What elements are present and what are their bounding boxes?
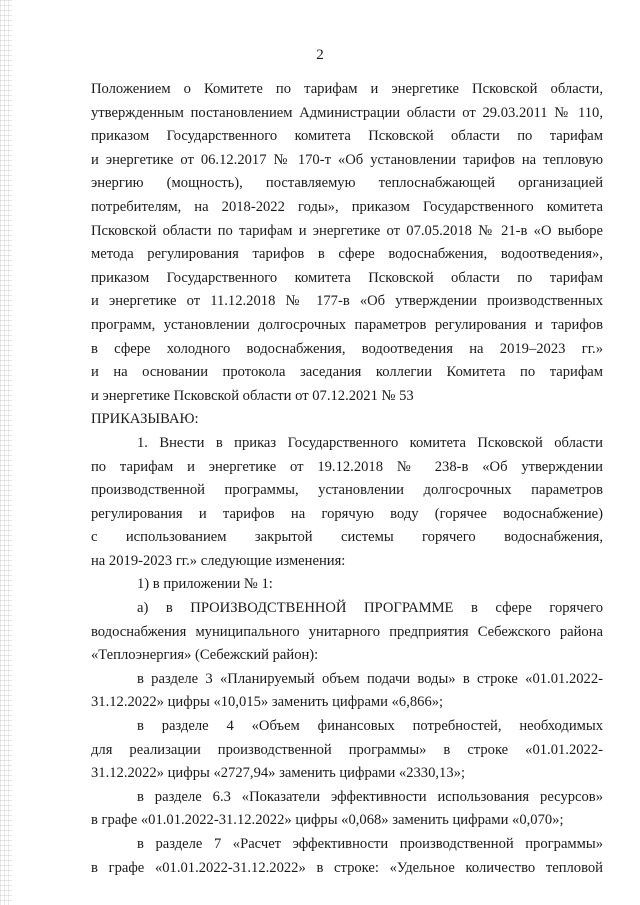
document-line: «Теплоэнергия» (Себежский район): (91, 647, 319, 664)
document-line: на 2019-2023 гг.» следующие изменения: (91, 552, 346, 569)
document-line: приказом Государственного комитета Псковской области по тарифам (91, 269, 603, 286)
document-line: в разделе 6.3 «Показатели эффективности использования ресурсов» (137, 788, 603, 805)
document-line: потребителям, на 2018-2022 годы», приказом Государственного комитета (91, 198, 603, 215)
document-line: программ, установлении долгосрочных параметров регулирования и тарифов (91, 316, 603, 333)
document-line: и энергетике от 11.12.2018 № 177-в «Об утверждении производственных (91, 293, 603, 310)
document-line: и на основании протокола заседания коллегии Комитета по тарифам (91, 364, 603, 381)
document-line: для реализации производственной программы» в строке «01.01.2022- (91, 741, 603, 758)
document-line: и энергетике от 06.12.2017 № 170-т «Об установлении тарифов на тепловую (91, 151, 603, 168)
document-line: 31.12.2022» цифры «10,015» заменить цифрами «6,866»; (91, 694, 444, 711)
document-body (91, 78, 603, 880)
document-line: в разделе 4 «Объем финансовых потребностей, необходимых (137, 718, 603, 735)
document-line: в разделе 3 «Планируемый объем подачи воды» в строке «01.01.2022- (137, 670, 603, 687)
document-line: 1) в приложении № 1: (137, 576, 273, 593)
document-line: 1. Внести в приказ Государственного комитета Псковской области (137, 434, 603, 451)
document-line: регулирования и тарифов на горячую воду (горячее водоснабжение) (91, 505, 603, 522)
document-line: водоснабжения муниципального унитарного предприятия Себежского района (91, 623, 603, 640)
document-line: а) в ПРОИЗВОДСТВЕННОЙ ПРОГРАММЕ в сфере горячего (137, 600, 603, 617)
document-line: по тарифам и энергетике от 19.12.2018 № 238-в «Об утверждении (91, 458, 603, 475)
document-line: в разделе 7 «Расчет эффективности производственной программы» (137, 836, 603, 852)
document-line: ПРИКАЗЫВАЮ: (91, 411, 199, 428)
scan-edge-noise (0, 0, 12, 905)
document-line: утвержденным постановлением Администрации области от 29.03.2011 № 110, (91, 104, 603, 121)
document-line: Псковской области по тарифам и энергетике от 07.05.2018 № 21-в «О выборе (91, 222, 603, 239)
document-line: с использованием закрытой системы горячего водоснабжения, (91, 529, 603, 546)
document-line: в графе «01.01.2022-31.12.2022» в строке: «Удельное количество тепловой (91, 859, 603, 876)
document-line: в графе «01.01.2022-31.12.2022» цифры «0,068» заменить цифрами «0,070»; (91, 812, 564, 829)
document-line: в сфере холодного водоснабжения, водоотведения на 2019–2023 гг.» (91, 340, 603, 357)
document-line: энергию (мощность), поставляемую теплоснабжающей организацией (91, 175, 603, 192)
page-number: 2 (316, 47, 324, 63)
document-line: 31.12.2022» цифры «2727,94» заменить цифрами «2330,13»; (91, 765, 465, 782)
document-line: метода регулирования тарифов в сфере водоснабжения, водоотведения», (91, 246, 603, 263)
document-line: производственной программы, установлении долгосрочных параметров (91, 482, 603, 499)
document-line: приказом Государственного комитета Псковской области по тарифам (91, 128, 603, 145)
document-line: и энергетике Псковской области от 07.12.2021 № 53 (91, 387, 414, 404)
document-line: Положением о Комитете по тарифам и энергетике Псковской области, (91, 81, 603, 97)
